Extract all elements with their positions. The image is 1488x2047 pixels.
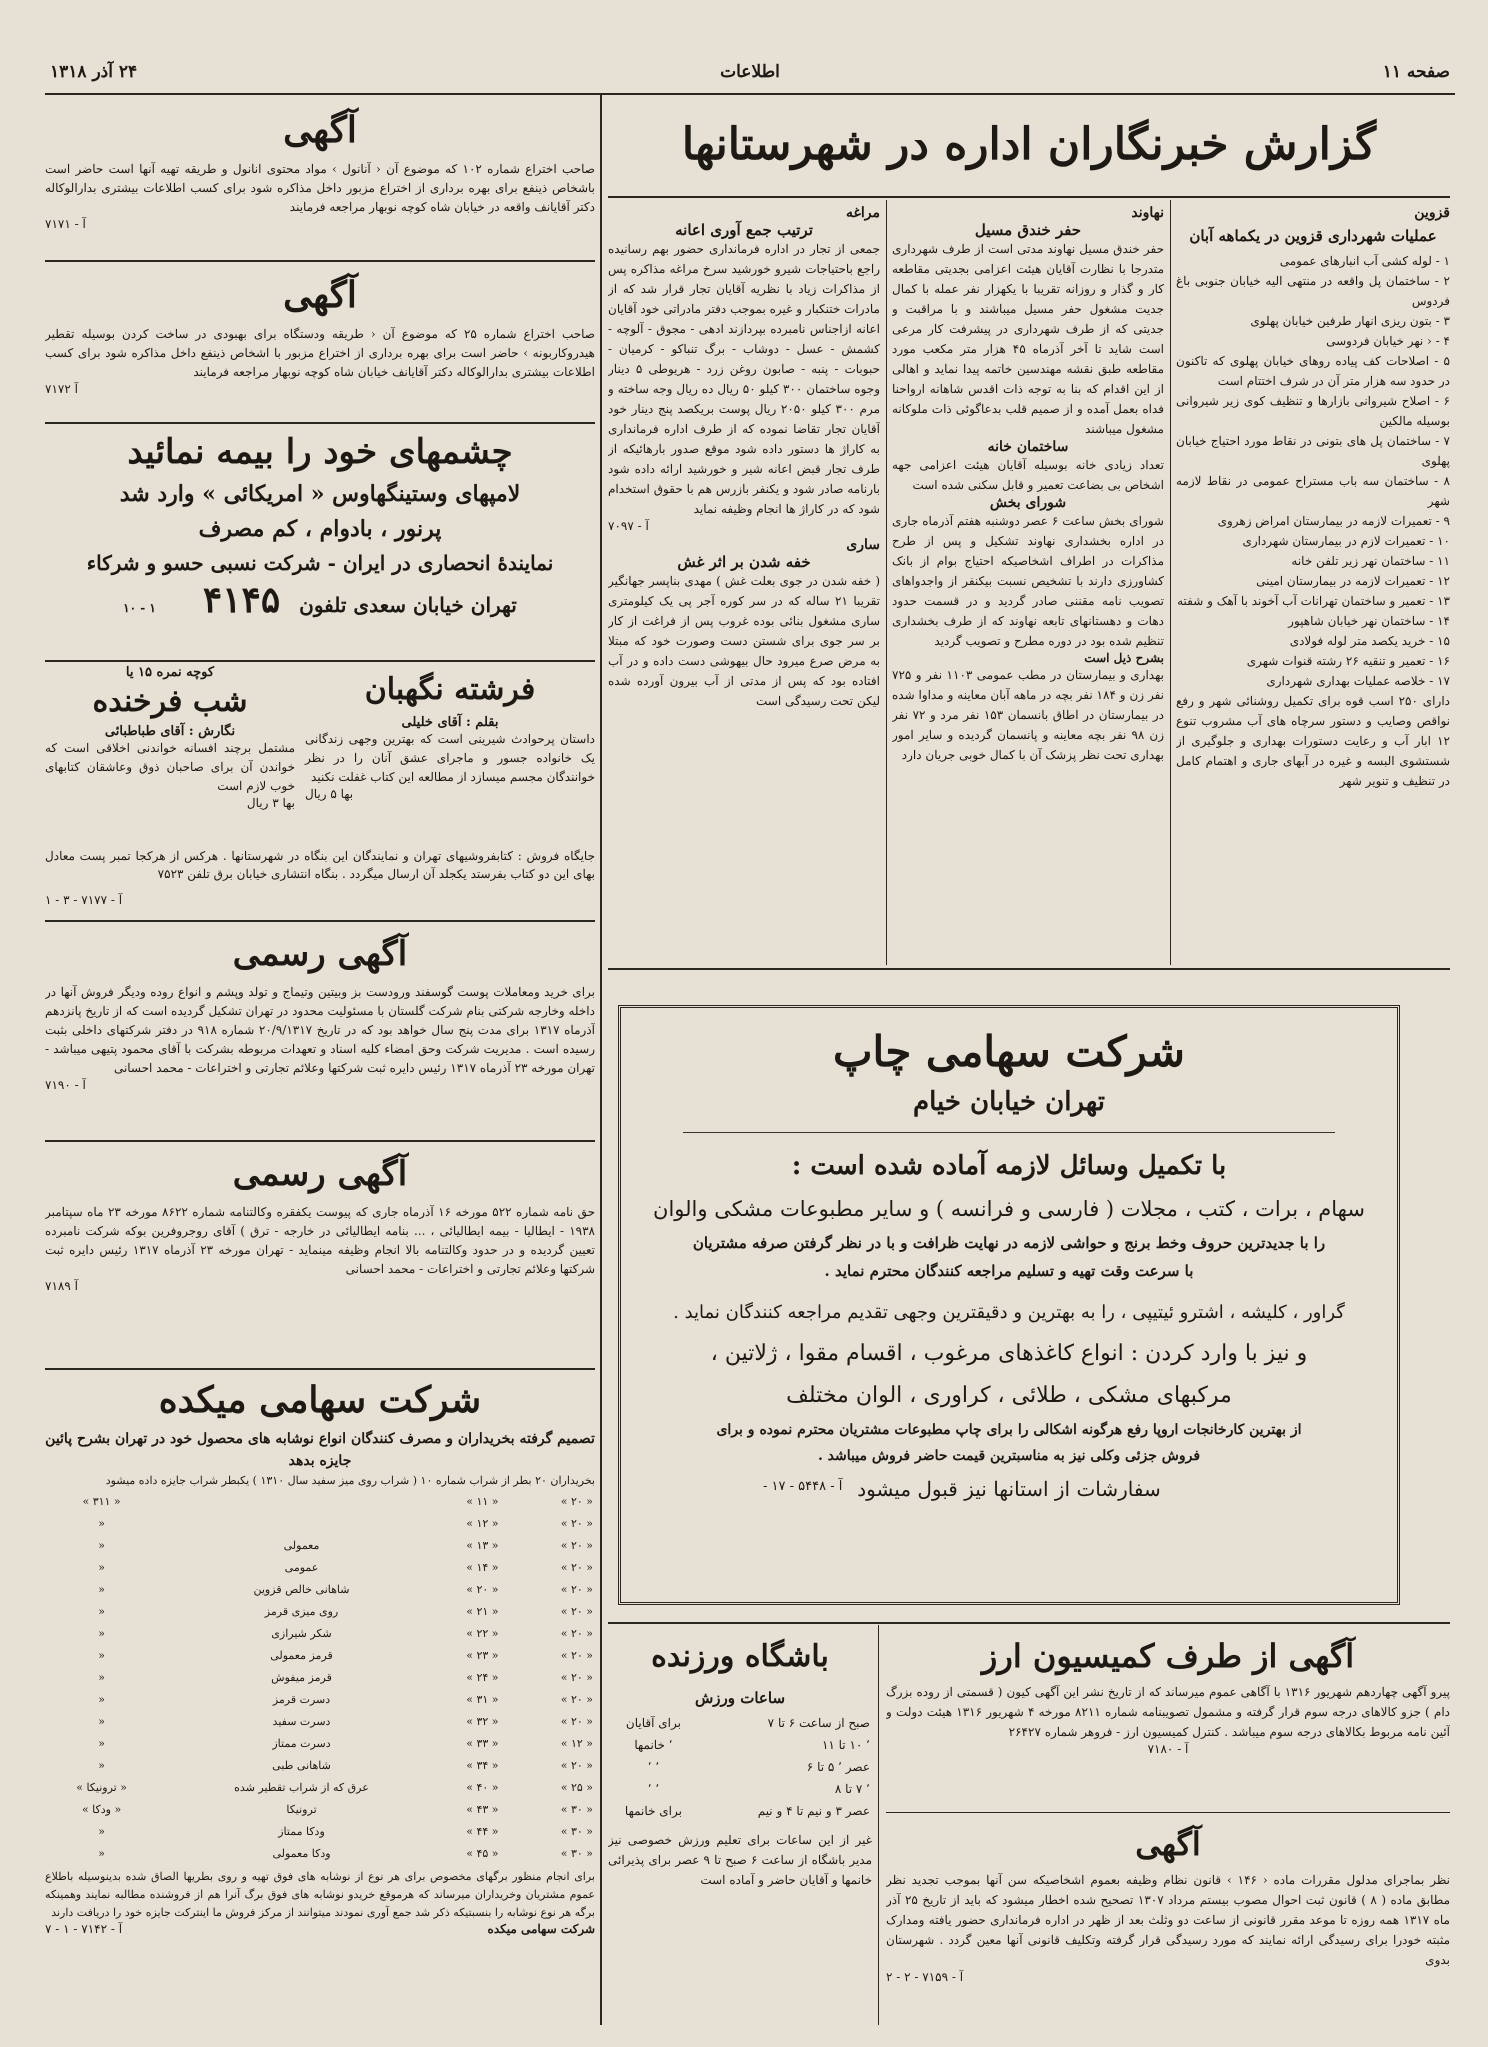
reports-bottom-rule bbox=[608, 968, 1450, 970]
list-item: ۱۲ - تعمیرات لازمه در بیمارستان امینی bbox=[1256, 574, 1450, 588]
official1-code: آ - ۷۱۹۰ bbox=[45, 1078, 86, 1092]
row-qty: « ۳۰ » bbox=[560, 1846, 593, 1860]
table-row bbox=[45, 1490, 595, 1512]
row-number: « ۱۱ » bbox=[466, 1494, 499, 1508]
official-notice-1 bbox=[45, 925, 595, 1135]
sari-place: ساری bbox=[846, 537, 880, 553]
row-gift: « bbox=[98, 1692, 105, 1706]
row-number: « ۳۴ » bbox=[466, 1758, 499, 1772]
list-item: ۱۴ - ساختمان نهر خیابان شاهپور bbox=[1288, 614, 1450, 628]
nahavand-report bbox=[892, 205, 1164, 965]
qazvin-place: قزوین bbox=[1414, 205, 1450, 221]
row-name: شاهانی خالص قزوین bbox=[253, 1582, 350, 1596]
qazvin-report bbox=[1176, 205, 1450, 965]
arz-text: پیرو آگهی چهاردهم شهریور ۱۳۱۶ با آگاهی عموم میرساند که از تاریخ نشر این آگهی کیون ( قسمتی از روده بزرگ دام ) جزو کالاهای درجه سوم قرار گرفته و مشمول تصویبنامه شماره ۸۲۱۱ مورخه ۴ شهریور ۱۳۱۶ هیئت دولت و آئین نامه مربوط بکالاهای درجه سوم میباشد . کنترل کمیسیون ارز - فروهر شماره ۲۶۴۲۷ bbox=[886, 1685, 1450, 1739]
ads-rule-5 bbox=[45, 1140, 595, 1142]
patent2-code: آ ۷۱۷۲ bbox=[45, 382, 78, 396]
lamps-l1: چشمهای خود را بیمه نمائید bbox=[127, 432, 513, 472]
official2-text: حق نامه شماره ۵۲۲ مورخه ۱۶ آذرماه جاری که پیوست یکفقره وکالتنامه شماره ۸۶۲۲ مورخه ۲۳ ماه سپتامبر ۱۹۳۸ - ایطالیا - بیمه ایطالیائی ، ... بنامه ایطالیائی در خارجه - ترق ) آقای روجروفرین بوکه شرکت نامبرده تعیین گردیده و در حدود وکالتنامه بالا انجام وظیفه مینماید - تهران مورخه ۲۳ آذرماه ۱۳۱۷ رئیس دایره ثبت شرکتها وعلائم تجارتی و اختراعات - محمد احسانی bbox=[45, 1205, 595, 1276]
list-item: ۱۳ - تعمیر و ساختمان تهرانات آب آخوند با آهک و شفته bbox=[1177, 594, 1450, 608]
maragheh-ad-code: آ - ۷۰۹۷ bbox=[608, 519, 649, 533]
book2-tag: کوچه نمره ۱۵ یا bbox=[125, 665, 215, 680]
lamps-phone: ۴۱۴۵ bbox=[202, 579, 281, 621]
ads-rule-1 bbox=[45, 260, 595, 262]
meykadeh-note: برای انجام منظور برگهای مخصوص برای هر نوع از نوشابه های فوق تهیه و روی بطریها الصاق شده بدینوسیله باطلاع عموم مشتریان وخریداران میرساند که هرموقع خریدو نوشابه های فوق برگ آنرا هم از فروشنده مطالبه نمایند وهمینکه برگه هر نوع نوشابه را بنسبتیکه ذکر شد جمع آوری نمودند میتوانند از مرکز فروش ما اینترکت جایزه خود را دریافت دارند bbox=[45, 1870, 595, 1919]
row-number: « ۳۲ » bbox=[466, 1714, 499, 1728]
patent1-code: آ - ۷۱۷۱ bbox=[45, 217, 86, 231]
list-item: ۷ - ساختمان پل های بتونی در نقاط مورد احتیاج خیابان پهلوی bbox=[1176, 434, 1450, 468]
row-qty: « ۲۰ » bbox=[560, 1494, 593, 1508]
book1-author: بقلم : آقای خلیلی bbox=[401, 715, 499, 730]
qazvin-title: عملیات شهرداری قزوین در یکماهه آبان bbox=[1189, 227, 1437, 245]
meykadeh-intro: تصمیم گرفته بخریداران و مصرف کنندگان انواع نوشابه های محصول خود در تهران بشرح پائین جایزه بدهد bbox=[45, 1431, 595, 1469]
last-text: نظر بماجرای مدلول مقررات ماده ‹ ۱۴۶ › قانون نظام وظیفه بعموم اشخاصیکه سن آنها بموجب تجدید نظر مطابق ماده ( ۸ ) قانون ثبت احوال مصوب بیستم مرداد ۱۳۰۷ تصحیح شده اخطار میشود که باید از تاریخ ۲۵ آذر ماه ۱۳۱۷ همه روزه تا موعد مقرر قانونی از ساعت دو وثلث بعد از ظهر در اداره فرمانداری حضور یافته ومدارک مثبته خودرا برای رسیدگی ارائه نمایند که مورد رسیدگی قرار گرفته وتکلیف قانونی آنها معین گردد . شهرستان بدوی bbox=[886, 1873, 1450, 1967]
row-number: « ۴۳ » bbox=[466, 1802, 499, 1816]
row-gift: « bbox=[98, 1560, 105, 1574]
table-row bbox=[45, 1710, 595, 1732]
chap-code: آ - ۵۴۴۸ - ۱۷ - bbox=[763, 1479, 843, 1494]
book1-desc: داستان پرحوادث شیرینی است که بهترین وجهی زندگانی یک خانواده جسور و ماجرای عشق آنان را در نظر خوانندگان مجسم میسازد از مطالعه این کتاب غفلت نکنید bbox=[305, 732, 595, 784]
chap-l5: گراور ، کلیشه ، اشترو ئیتیپی ، را به بهترین و دقیقترین وجهی تقدیم مراجعه کنندگان نماید . bbox=[673, 1302, 1345, 1323]
list-item: ۵ - اصلاحات کف پیاده روهای خیابان پهلوی که تاکنون در حدود سه هزار متر آن در شرف اختتام است bbox=[1176, 354, 1450, 388]
row-number: « ۲۴ » bbox=[466, 1670, 499, 1684]
list-item: ۹ - تعمیرات لازمه در بیمارستان امراض زهروی bbox=[1217, 514, 1450, 528]
westinghouse-lamps-ad bbox=[45, 428, 595, 656]
row-qty: « ۳۰ » bbox=[560, 1824, 593, 1838]
row-qty: « ۲۰ » bbox=[560, 1626, 593, 1640]
page-number: صفحه ۱۱ bbox=[1382, 62, 1450, 82]
row-qty: « ۲۰ » bbox=[560, 1648, 593, 1662]
issue-date: ۲۴ آذر ۱۳۱۸ bbox=[50, 62, 138, 82]
schedule-time: عصر ٬ ۵ تا ۶ bbox=[806, 1760, 870, 1774]
schedule-who: برای خانمها bbox=[624, 1804, 682, 1818]
nahavand-h3: شورای بخش bbox=[989, 495, 1067, 511]
masthead-rule bbox=[45, 93, 1455, 95]
lamps-l4: نمایندۀ انحصاری در ایران - شرکت نسبی حسو و شرکاء bbox=[86, 551, 554, 575]
qazvin-items bbox=[1176, 251, 1450, 691]
table-row bbox=[45, 1622, 595, 1644]
row-gift: « bbox=[98, 1626, 105, 1640]
row-name: ودکا معمولی bbox=[272, 1846, 331, 1860]
schedule-who: برای آقایان bbox=[625, 1716, 681, 1730]
row-gift: « bbox=[98, 1670, 105, 1684]
row-qty: « ۲۰ » bbox=[560, 1516, 593, 1530]
col-rule-2 bbox=[886, 200, 887, 965]
row-name: دسرت سفید bbox=[272, 1714, 331, 1728]
arz-rule bbox=[886, 1812, 1450, 1813]
table-row bbox=[45, 1512, 595, 1534]
row-name: معمولی bbox=[283, 1538, 320, 1552]
row-qty: « ۲۵ » bbox=[560, 1780, 593, 1794]
nahavand-p1: حفر خندق مسیل نهاوند مدتی است از طرف شهرداری متدرجا با نظارت آقایان هیئت اعزامی بجدیتی مقاطعه کار و گذار و روزانه تقریبا با یکهزار نفر عمله با کمال جدیت مشغول حفر مسیل میباشند و با مراقبت و جدیتی که از طرف شهرداری در پیشرفت کار مرعی است شاید تا آخر آذرماه ۴۵ هزار متر مکعب مورد مقاطعه طبق نقشه مهندسین خاتمه پیدا نماید و اهالی از این اقدام که بنا به توجه ذات اقدس شاهانه ارواحنا فداه بعمل آمده و از صمیم قلب بدعاگوئی ذات ملوکانه مشغول میباشند bbox=[892, 242, 1164, 436]
nahavand-place: نهاوند bbox=[1131, 205, 1164, 221]
ads-rule-6 bbox=[45, 1368, 595, 1370]
varzandeh-club-ad bbox=[608, 1630, 872, 2025]
last-title: آگهی bbox=[1135, 1825, 1201, 1863]
list-item: ۱۷ - خلاصه عملیات بهداری شهرداری bbox=[1266, 674, 1450, 688]
currency-commission-ad bbox=[886, 1630, 1450, 1808]
nahavand-p4: بهداری و بیمارستان در مطب عمومی ۱۱۰۳ نفر و ۷۲۵ نفر زن و ۱۸۴ نفر بچه در ماهه آبان معاینه و مداوا شده در بیمارستان در اطاق بانسمان ۱۵۳ نفر مرد و ۷۲ نفر زن ۹۸ نفر بچه معاینه و پانسمان گردیده و سایر امور بهداری تحت نظر پزشک آن با کمال خوبی جریان دارد bbox=[892, 668, 1164, 762]
list-item: ۱۶ - تعمیر و تنقیه ۲۶ رشته قنوات شهری bbox=[1246, 654, 1450, 668]
list-item: ۸ - ساختمان سه باب مستراح عمومی در نقاط لازمه شهر bbox=[1176, 474, 1450, 508]
row-gift: « bbox=[98, 1846, 105, 1860]
schedule-row bbox=[608, 1712, 872, 1734]
maragheh-p1: جمعی از تجار در اداره فرمانداری حضور بهم رسانیده راجع باحتیاجات شیرو خورشید سرخ مراغه مذاکره پس از مذاکرات زیاد با نظریه آقایان تجار قرار شد که از مادرات ختنکبار و غیره بموجب دفتر مادراتی خود آقایان اعانه ازاجناس نامبرده بپردازند ادهی - مجوق - آلوچه - کشمش - عسل - دوشاب - برگ تنباکو - کرمیان - حبوبات - پنبه - صابون روغن زرد - هریوطی ۵ دینار وجوه ساختمان ۳۰۰ کیلو ۵۰ ریال ده ریال وجه ساخته و مرم ۳۰۰ کیلو ۲۰۵۰ ریال پوست بریکصد پنج دینار خود آقایان تجار تقاضا نموده که از طرف اداره فرمانداری به کاراژ ها دستور داده شود موقع صدور بارهائیکه از طرف تجار قبض اعانه شیر و خورشید ارائه داده شود بارنامه صادر شود و یکنفر بازرس هم با حقوق استخدام شود که در کاراژ ها انجام وظیفه نماید bbox=[608, 242, 880, 516]
last-code: آ - ۷۱۵۹ - ۲ - ۲ bbox=[886, 1970, 964, 1984]
row-gift: « bbox=[98, 1648, 105, 1662]
row-number: « ۲۳ » bbox=[466, 1648, 499, 1662]
meykadeh-prize-table bbox=[45, 1490, 595, 1864]
row-gift: « ۳۱۱ » bbox=[82, 1494, 121, 1508]
patent1-text: صاحب اختراع شماره ۱۰۲ که موضوع آن ‹ آنانول › مواد محتوی انانول و طریقه تهیه آنها است حاضر است باشخاص ذینفع برای بهره برداری از اختراع مزبور داخل مذاکره شود برای کسب اطلاعات بیشتری بدارالوکاله دکتر آقایانف واقعه در خیابان شاه کوچه نوبهار مراجعه فرمایند bbox=[45, 162, 595, 214]
row-number: « ۱۲ » bbox=[466, 1516, 499, 1530]
book2-author: نگارش : آقای طباطبائی bbox=[104, 724, 236, 739]
list-item: ۴ - ‹ نهر خیابان فردوسی bbox=[1326, 334, 1450, 348]
chap-l6: و نیز با وارد کردن : انواع کاغذهای مرغوب ، اقسام مقوا ، ژلاتین ، bbox=[710, 1341, 1308, 1366]
chap-l8: از بهترین کارخانجات اروپا رفع هرگونه اشکالی را برای چاپ مطبوعات مشتریان محترم نموده و برای bbox=[716, 1422, 1302, 1438]
ads-rule-3 bbox=[45, 660, 595, 662]
row-name bbox=[158, 1512, 445, 1534]
club-schedule bbox=[608, 1712, 872, 1822]
lamps-l2: لامپهای وستینگهاوس « امریکائی » وارد شد bbox=[119, 481, 521, 507]
chap-l4: با سرعت وقت تهیه و تسلیم مراجعه کنندگان محترم نماید . bbox=[824, 1262, 1194, 1280]
row-qty: « ۲۰ » bbox=[560, 1714, 593, 1728]
row-name: شکر شیرازی bbox=[271, 1626, 332, 1640]
official2-title: آگهی رسمی bbox=[232, 1154, 408, 1194]
row-name: ترونیکا bbox=[286, 1802, 317, 1816]
meykadeh-title: شرکت سهامی میکده bbox=[158, 1379, 482, 1421]
nahavand-p2: تعداد زیادی خانه بوسیله آقایان هیئت اعزامی جهه اشخاص بی بضاعت تعمیر و قابل سکنی شده است bbox=[892, 458, 1164, 492]
official-notice-2 bbox=[45, 1145, 595, 1305]
schedule-row bbox=[608, 1734, 872, 1756]
qazvin-para: دارای ۲۵۰ اسب قوه برای تکمیل روشنائی شهر و رفع نواقص وصایب و دستور سرچاه های آب مشروب تنوع ۱۲ ابار آب و رعایت دستورات بهداری و جلوگیری از شستشوی البسه و غیره در آبهای جاری و اهتمام کامل در تنظیف و تنویر شهر bbox=[1176, 694, 1450, 788]
lower-rule bbox=[608, 1622, 1450, 1624]
chap-l10: سفارشات از استانها نیز قبول میشود bbox=[857, 1477, 1161, 1501]
book2-desc: مشتمل برچند افسانه خواندنی اخلاقی است که خواندن آن برای صاحبان ذوق وعاشقان کتابهای خوب لازم است bbox=[45, 741, 295, 793]
list-item: ۳ - بتون ریزی انهار طرفین خیابان پهلوی bbox=[1250, 314, 1450, 328]
row-gift: « ترونیکا » bbox=[76, 1780, 127, 1794]
schedule-row bbox=[608, 1778, 872, 1800]
row-qty: « ۱۲ » bbox=[560, 1736, 593, 1750]
list-item: ۲ - ساختمان پل واقعه در منتهی الیه خیابان جنوبی باغ فردوس bbox=[1176, 274, 1450, 308]
table-row bbox=[45, 1556, 595, 1578]
row-qty: « ۲۰ » bbox=[560, 1670, 593, 1684]
ads-rule-4 bbox=[45, 920, 595, 922]
ads-rule-2 bbox=[45, 422, 595, 424]
row-number: « ۱۴ » bbox=[466, 1560, 499, 1574]
chap-l1: با تکمیل وسائل لازمه آماده شده است : bbox=[791, 1151, 1227, 1181]
patent-ad-1 bbox=[45, 100, 595, 255]
row-name bbox=[158, 1490, 445, 1512]
row-number: « ۱۳ » bbox=[466, 1538, 499, 1552]
row-name: شاهانی طبی bbox=[272, 1758, 331, 1772]
main-column-rule bbox=[600, 95, 602, 2025]
row-gift: « ودکا » bbox=[81, 1802, 122, 1816]
sari-p2: ( خفه شدن در جوی بعلت غش ) مهدی بناپسر جهانگیر تقریبا ۲۱ ساله که در سر کوره آجر پی یک کیلومتری ساری مشغول بنائی بوده غروب پس از فراغت از کار بر سر جوی برای شستن دست وصورت خود که مبتلا به مرض صرع میرود حال بیهوشی دست داده و در آب افتاده بود که پس از مدتی از آب بیرون آورده شده لیکن تحت رسیدگی است bbox=[608, 574, 880, 708]
row-qty: « ۲۰ » bbox=[560, 1604, 593, 1618]
row-gift: « bbox=[98, 1736, 105, 1750]
row-qty: « ۲۰ » bbox=[560, 1692, 593, 1706]
nahavand-p3: شورای بخش ساعت ۶ عصر دوشنبه هفتم آذرماه جاری در اداره بخشداری نهاوند تشکیل و پس از طرح مذاکرات در اطراف اشخاصیکه احتیاج بوام از بانک کشاورزی دارند با تشخیص نسبت بیکنفر از واجدواهای تصویب نامه مقننی صادر گردید و در قسمت حدود دهات و دهستانهای تابعه نهاوند که از طرف بخشداری تنظیم شده بود در دوره مطرح و تصویب گردید bbox=[892, 514, 1164, 648]
nahavand-h2: ساختمان خانه bbox=[987, 439, 1069, 455]
row-gift: « bbox=[98, 1758, 105, 1772]
row-gift: « bbox=[98, 1516, 105, 1530]
row-gift: « bbox=[98, 1582, 105, 1596]
lamps-l5: تهران خیابان سعدی تلفون bbox=[299, 593, 517, 617]
row-number: « ۴۵ » bbox=[466, 1846, 499, 1860]
schedule-time: ٬ ۱۰ تا ۱۱ bbox=[821, 1738, 870, 1752]
paper-name: اطلاعات bbox=[720, 62, 780, 82]
books-footer: جایگاه فروش : کتابفروشیهای تهران و نمایندگان این بنگاه در شهرستانها . هرکس از هرکجا تمبر پست معادل بهای این دو کتاب بفرستد یکجلد آن ارسال میگردد . بنگاه انتشاری خیابان برق تلفن ۷۵۲۳ bbox=[45, 849, 595, 881]
row-number: « ۴۰ » bbox=[466, 1780, 499, 1794]
table-row bbox=[45, 1688, 595, 1710]
arz-title: آگهی از طرف کمیسیون ارز bbox=[981, 1637, 1355, 1675]
report-banner: گزارش خبرنگاران اداره در شهرستانها bbox=[681, 119, 1377, 170]
col-rule-1 bbox=[1170, 200, 1171, 965]
lamps-l3: پرنور ، بادوام ، کم مصرف bbox=[198, 516, 442, 542]
chap-rule bbox=[683, 1132, 1335, 1133]
schedule-time: صبح از ساعت ۶ تا ۷ bbox=[767, 1716, 870, 1730]
meykadeh-code: آ - ۷۱۴۲ - ۱ - ۷ bbox=[45, 1922, 123, 1936]
row-number: « ۴۴ » bbox=[466, 1824, 499, 1838]
row-number: « ۳۱ » bbox=[466, 1692, 499, 1706]
row-number: « ۳۳ » bbox=[466, 1736, 499, 1750]
printing-company-ad bbox=[618, 1005, 1400, 1605]
list-item: ۱۰ - تعمیرات لازم در بیمارستان شهرداری bbox=[1242, 534, 1450, 548]
row-gift: « bbox=[98, 1824, 105, 1838]
table-row bbox=[45, 1820, 595, 1842]
patent2-text: صاحب اختراع شماره ۲۵ که موضوع آن ‹ طریقه ودستگاه برای بهبودی در ساخت کردن بوسیله تقطیر هیدروکاربونه › حاضر است برای بهره برداری از اختراع مزبور با اشخاص ذینفع داخل مذاکره شود برای کسب اطلاعات بیشتری بدارالوکاله دکتر آقایانف خیابان شاه کوچه نوبهار مراجعه فرمایند bbox=[45, 327, 595, 379]
conscription-notice bbox=[886, 1818, 1450, 2023]
table-row bbox=[45, 1578, 595, 1600]
ads-column bbox=[45, 100, 595, 2025]
schedule-who: ٬ ٬ bbox=[647, 1782, 660, 1796]
row-gift: « bbox=[98, 1714, 105, 1728]
schedule-who: ٬ ٬ bbox=[647, 1760, 660, 1774]
row-name: دسرت قرمز bbox=[272, 1692, 331, 1706]
patent2-title: آگهی bbox=[283, 274, 357, 316]
row-name: قرمز میفوش bbox=[271, 1670, 332, 1684]
row-gift: « bbox=[98, 1538, 105, 1552]
nahavand-h4: بشرح ذیل است bbox=[1084, 651, 1164, 665]
sari-h2: خفه شدن بر اثر غش bbox=[677, 553, 811, 571]
schedule-row bbox=[608, 1800, 872, 1822]
table-row bbox=[45, 1842, 595, 1864]
club-sub: ساعات ورزش bbox=[694, 1689, 786, 1707]
row-qty: « ۲۰ » bbox=[560, 1758, 593, 1772]
official1-text: برای خرید ومعاملات پوست گوسفند ورودست بز وبیتین وتیماج و تولد وپشم و انواع روده ودیگر فروش آنها در داخله وخارجه شرکتی بنام شرکت گلستان با مسئولیت محدود در تهران تشکیل گردیده است که از تاریخ پانزدهم آذرماه ۱۳۱۷ برای مدت پنج سال خواهد بود که در تاریخ ۲۰/۹/۱۳۱۷ شماره ۹۱۸ در دفتر شرکتهای داخلی بثبت رسیده است . مدیریت شرکت وحق امضاء کلیه اسناد و تعهدات مربوطه بشرکت با آقای محمود پتیهی میباشد - تهران مورخه ۲۳ آذرماه ۱۳۱۷ رئیس دایره ثبت شرکتها وعلائم تجارتی و اختراعات - محمد احسانی bbox=[45, 985, 595, 1075]
book-2 bbox=[45, 665, 295, 810]
book1-title: فرشته نگهبان bbox=[364, 672, 536, 707]
schedule-time: عصر ۳ و نیم تا ۴ و نیم bbox=[757, 1804, 870, 1818]
official2-code: آ ۷۱۸۹ bbox=[45, 1279, 78, 1293]
chap-l3: را با جدیدترین حروف وخط برنج و حواشی لازمه در نهایت ظرافت و با در نظر گرفتن صرفه مشتریان bbox=[692, 1234, 1326, 1252]
row-number: « ۲۰ » bbox=[466, 1582, 499, 1596]
table-row bbox=[45, 1666, 595, 1688]
arz-code: آ - ۷۱۸۰ bbox=[1147, 1742, 1189, 1756]
row-number: « ۲۱ » bbox=[466, 1604, 499, 1618]
banner-rule bbox=[608, 196, 1450, 198]
row-name: روی میزی قرمز bbox=[264, 1604, 339, 1618]
row-name: عمومی bbox=[284, 1560, 319, 1574]
meykadeh-foot: شرکت سهامی میکده bbox=[487, 1922, 595, 1936]
table-row bbox=[45, 1798, 595, 1820]
maragheh-h1: ترتیب جمع آوری اعانه bbox=[675, 221, 813, 239]
patent-ad-2 bbox=[45, 265, 595, 420]
lower-col-rule bbox=[878, 1625, 879, 2025]
schedule-row bbox=[608, 1756, 872, 1778]
books-ad bbox=[45, 665, 595, 915]
lamps-code: ۱ - ۱۰ bbox=[123, 601, 156, 615]
chap-title: شرکت سهامی چاپ bbox=[833, 1027, 1185, 1076]
chap-l7: مرکبهای مشکی ، طلائی ، کراوری ، الوان مختلف bbox=[786, 1383, 1232, 1408]
row-gift: « bbox=[98, 1604, 105, 1618]
club-note: غیر از این ساعات برای تعلیم ورزش خصوصی نیز مدیر باشگاه از ساعت ۶ صبح تا ۹ عصر برای پذیرائی خانمها و آقایان حاضر و آماده است bbox=[608, 1833, 872, 1887]
row-name: قرمز معمولی bbox=[270, 1648, 333, 1662]
schedule-who: ٬ خانمها bbox=[634, 1738, 673, 1752]
book-1 bbox=[305, 665, 595, 801]
maragheh-report bbox=[608, 205, 880, 965]
row-name: عرق که از شراب تقطیر شده bbox=[234, 1780, 369, 1794]
list-item: ۱۵ - خرید یکصد متر لوله فولادی bbox=[1289, 634, 1450, 648]
table-row bbox=[45, 1600, 595, 1622]
table-row bbox=[45, 1732, 595, 1754]
table-row bbox=[45, 1644, 595, 1666]
chap-l9: فروش جزئی وکلی نیز به مناسبترین قیمت حاضر فروش میباشد . bbox=[817, 1448, 1201, 1464]
schedule-time: ٬ ۷ تا ۸ bbox=[834, 1782, 870, 1796]
list-item: ۱۱ - ساختمان نهر زیر تلفن خانه bbox=[1291, 554, 1450, 568]
row-qty: « ۲۰ » bbox=[560, 1560, 593, 1574]
meykadeh-company-ad bbox=[45, 1372, 595, 2022]
chap-sub: تهران خیابان خیام bbox=[912, 1087, 1106, 1117]
row-name: دسرت ممتاز bbox=[272, 1736, 331, 1750]
official1-title: آگهی رسمی bbox=[232, 934, 408, 974]
row-qty: « ۲۰ » bbox=[560, 1582, 593, 1596]
meykadeh-header: بخریداران ۲۰ بطر از شراب شماره ۱۰ ( شراب روی میز سفید سال ۱۳۱۰ ) یکبطر شراب جایزه داده میشود bbox=[105, 1474, 595, 1487]
row-qty: « ۲۰ » bbox=[560, 1538, 593, 1552]
list-item: ۱ - لوله کشی آب انبارهای عمومی bbox=[1279, 254, 1450, 268]
row-qty: « ۳۰ » bbox=[560, 1802, 593, 1816]
maragheh-place: مراغه bbox=[846, 205, 880, 221]
table-row bbox=[45, 1754, 595, 1776]
nahavand-h1: حفر خندق مسیل bbox=[974, 221, 1082, 239]
masthead bbox=[50, 62, 1450, 88]
book1-price: بها ۵ ریال bbox=[305, 787, 354, 801]
book2-price: بها ۳ ریال bbox=[246, 796, 295, 810]
books-code: آ - ۷۱۷۷ - ۳ - ۱ bbox=[45, 893, 123, 907]
patent1-title: آگهی bbox=[283, 109, 357, 151]
list-item: ۶ - اصلاح شیروانی بازارها و تنظیف کوی زیر شیروانی بوسیله مالکین bbox=[1176, 394, 1450, 428]
chap-l2: سهام ، برات ، کتب ، مجلات ( فارسی و فرانسه ) و سایر مطبوعات مشکی والوان bbox=[653, 1197, 1365, 1221]
table-row bbox=[45, 1776, 595, 1798]
club-title: باشگاه ورزنده bbox=[651, 1639, 829, 1674]
row-number: « ۲۲ » bbox=[466, 1626, 499, 1640]
book2-title: شب فرخنده bbox=[92, 684, 248, 719]
table-row bbox=[45, 1534, 595, 1556]
row-name: ودکا ممتاز bbox=[278, 1824, 325, 1838]
